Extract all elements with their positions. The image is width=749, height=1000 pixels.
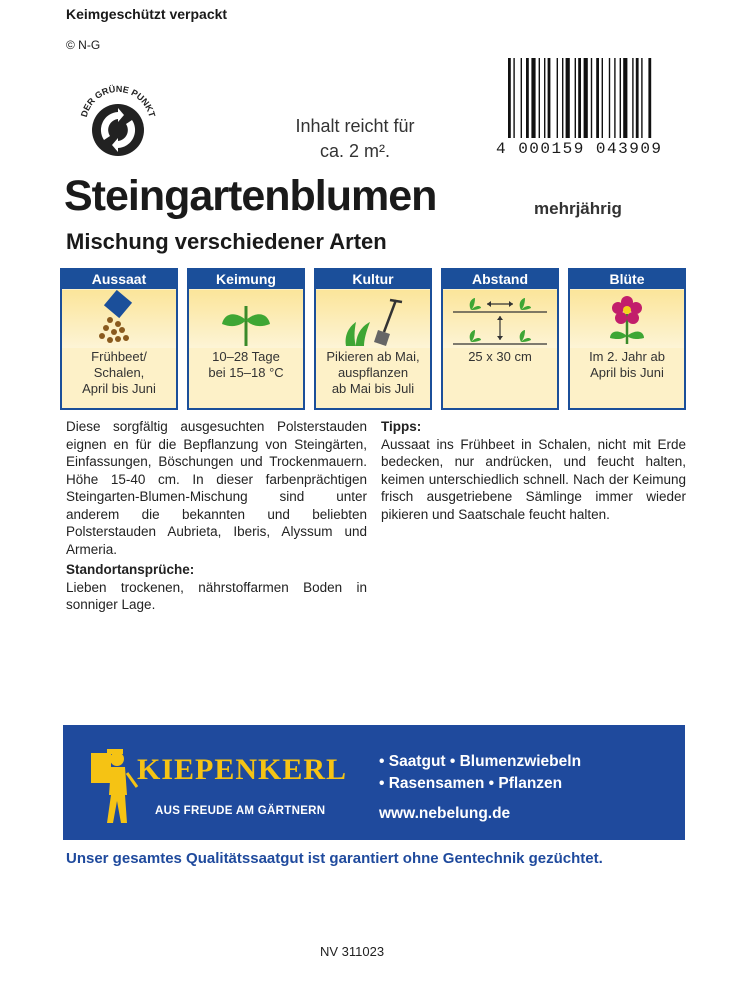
kiepenkerl-figure-icon — [87, 743, 143, 829]
brand-band — [63, 725, 685, 840]
tile-text-line: April bis Juni — [590, 365, 664, 380]
description-column — [66, 418, 367, 614]
tips-text: Aussaat ins Frühbeet in Schalen, nicht mit Erde bedecken, nur andrücken, und feucht halten, keimen unterschiedlich schnell. Nach der Keimung frisch ausgetriebene Sämlinge immer wieder pikieren und Saatschale feucht halten. — [381, 436, 686, 522]
description-text: Diese sorgfältig ausgesuchten Polsterstauden eignen en für die Bepflanzung von Steingärten, Einfassungen, Böschungen und Trockenmauern. Höhe 15-40 cm. In dieser farbenprächtigen Steingarten-Blumen-Mischung sind unter anderem die bekannten und beliebten Polsterstauden Aubrieta, Iberis, Alyssum und Armeria. — [66, 419, 367, 557]
location-text: Lieben trockenen, nährstoffarmen Boden in sonniger Lage. — [66, 579, 367, 612]
brand-product-line-1: • Saatgut • Blumenzwiebeln — [379, 753, 582, 770]
barcode-number: 4 000159 043909 — [496, 140, 663, 158]
tile-aussaat — [60, 268, 178, 410]
tile-label: Abstand — [443, 270, 557, 289]
spacing-icon — [443, 290, 557, 348]
tile-kultur — [314, 268, 432, 410]
info-tiles — [60, 268, 685, 412]
tile-label: Kultur — [316, 270, 430, 289]
tile-label: Aussaat — [62, 270, 176, 289]
flower-icon — [570, 290, 684, 348]
gmo-free-claim: Unser gesamtes Qualitätssaatgut ist garantiert ohne Gentechnik gezüchtet. — [66, 850, 603, 867]
tile-label: Blüte — [570, 270, 684, 289]
tile-text-line: ab Mai bis Juli — [331, 381, 415, 396]
tile-text-line: Pikieren ab Mai, — [326, 349, 420, 364]
tile-text-line: auspflanzen — [337, 365, 409, 380]
content-note-line2: ca. 2 m². — [319, 141, 390, 161]
barcode — [506, 58, 688, 138]
product-title: Steingartenblumen — [64, 172, 437, 220]
tile-text-line: 25 x 30 cm — [468, 349, 532, 364]
brand-name: KIEPENKERL — [137, 753, 348, 786]
tile-label: Keimung — [189, 270, 303, 289]
brand-website: www.nebelung.de — [379, 805, 511, 822]
seed-bag-icon — [62, 290, 176, 348]
product-title-suffix: mehrjährig — [534, 199, 622, 218]
tile-text-line: Im 2. Jahr ab — [589, 349, 665, 364]
content-amount-note — [270, 114, 440, 164]
tile-text-line: April bis Juni — [82, 381, 156, 396]
sprout-icon — [189, 290, 303, 348]
tile-keimung — [187, 268, 305, 410]
tile-text-line: Schalen, — [93, 365, 145, 380]
tile-text-line: bei 15–18 °C — [208, 365, 284, 380]
green-dot-logo — [74, 80, 162, 168]
copyright-note: © N-G — [66, 38, 101, 52]
tile-text-line: 10–28 Tage — [212, 349, 280, 364]
tile-bluete — [568, 268, 686, 410]
tips-column — [381, 418, 686, 523]
article-number: NV 311023 — [320, 944, 385, 959]
tile-text-line: Frühbeet/ — [91, 349, 147, 364]
product-subtitle: Mischung verschiedener Arten — [66, 229, 387, 254]
spade-icon — [316, 290, 430, 348]
logo-text: DER GRÜNE PUNKT — [78, 83, 158, 119]
content-note-line1: Inhalt reicht für — [295, 116, 415, 136]
location-heading: Standortansprüche: — [66, 562, 195, 577]
packaging-note: Keimgeschützt verpackt — [66, 6, 228, 22]
brand-slogan: AUS FREUDE AM GÄRTNERN — [155, 805, 326, 817]
brand-product-line-2: • Rasensamen • Pflanzen — [379, 775, 563, 792]
tile-abstand — [441, 268, 559, 410]
tips-heading: Tipps: — [381, 419, 422, 434]
